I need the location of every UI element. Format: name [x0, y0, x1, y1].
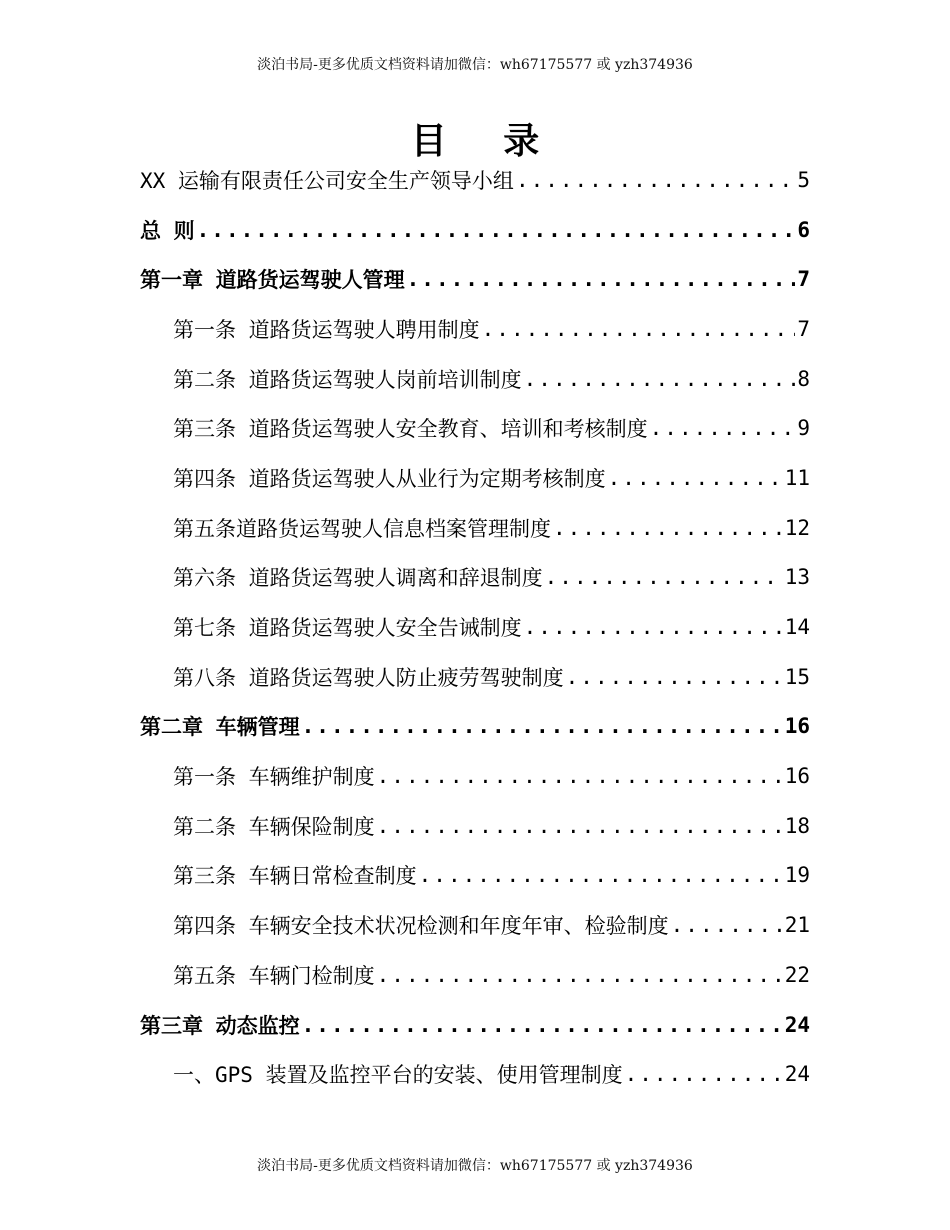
toc-entry-label: 第六条 道路货运驾驶人调离和辞退制度 [173, 566, 543, 591]
toc-page-number: 15 [784, 664, 810, 689]
toc-entry-label: 第七条 道路货运驾驶人安全告诫制度 [173, 616, 522, 641]
toc-page-number: 11 [784, 465, 810, 490]
toc-page-number: 18 [784, 813, 810, 838]
toc-entry[interactable] [140, 652, 810, 702]
toc-entry[interactable] [140, 801, 810, 851]
toc-entry[interactable] [140, 702, 810, 752]
toc-page-number: 24 [784, 1062, 810, 1087]
toc-entry[interactable] [140, 503, 810, 553]
toc-entry[interactable] [140, 950, 810, 1000]
toc-entry-label: 第一章 道路货运驾驶人管理 [140, 268, 405, 293]
toc-entry[interactable] [140, 453, 810, 503]
toc-entry[interactable] [140, 1000, 810, 1050]
toc-page-number: 8 [797, 366, 810, 391]
toc-dot-leader [302, 1013, 783, 1037]
toc-dot-leader [625, 1062, 783, 1086]
toc-entry-label: 第五条 车辆门检制度 [173, 963, 375, 988]
toc-entry[interactable] [140, 155, 810, 205]
toc-entry-label: 总 则 [140, 218, 195, 243]
toc-dot-leader [553, 516, 783, 540]
toc-page-number: 12 [784, 515, 810, 540]
toc-page-number: 7 [797, 316, 810, 341]
toc-dot-leader [302, 714, 783, 738]
toc-entry-label: 第二章 车辆管理 [140, 715, 300, 740]
toc-entry-label: 第五条道路货运驾驶人信息档案管理制度 [173, 516, 551, 541]
toc-entry[interactable] [140, 851, 810, 901]
toc-entry[interactable] [140, 354, 810, 404]
toc-page-number: 9 [797, 416, 810, 441]
toc-entry[interactable] [140, 254, 810, 304]
toc-entry-label: 第二条 车辆保险制度 [173, 814, 375, 839]
toc-dot-leader [524, 367, 796, 391]
toc-dot-leader [566, 665, 783, 689]
toc-entry-label: 第三章 动态监控 [140, 1013, 300, 1038]
toc-dot-leader [671, 913, 783, 937]
toc-dot-leader [608, 466, 783, 490]
toc-dot-leader [197, 218, 796, 242]
toc-entry[interactable] [140, 304, 810, 354]
toc-dot-leader [524, 615, 783, 639]
toc-entry-label: 第一条 车辆维护制度 [173, 765, 375, 790]
page-header: 淡泊书局-更多优质文档资料请加微信：wh67175577 或 yzh374936 [257, 57, 693, 73]
toc-page-number: 7 [797, 267, 810, 292]
toc-page-number: 22 [784, 962, 810, 987]
toc-page-number: 24 [784, 1012, 810, 1037]
toc-entry-label: 一、GPS 装置及监控平台的安装、使用管理制度 [173, 1063, 623, 1088]
toc-entry-label: 第四条 车辆安全技术状况检测和年度年审、检验制度 [173, 914, 669, 939]
toc-dot-leader [377, 814, 783, 838]
toc-dot-leader [482, 317, 796, 341]
toc-entry[interactable] [140, 1049, 810, 1099]
toc-page-number: 14 [784, 615, 810, 640]
toc-dot-leader [545, 565, 783, 589]
toc-page-number: 21 [784, 913, 810, 938]
toc-dot-leader [650, 416, 796, 440]
toc-dot-leader [419, 863, 783, 887]
toc-page-number: 16 [784, 714, 810, 739]
toc-page-number: 13 [784, 565, 810, 590]
toc-entry-label: 第一条 道路货运驾驶人聘用制度 [173, 317, 480, 342]
toc-entry[interactable] [140, 751, 810, 801]
toc-entry[interactable] [140, 205, 810, 255]
toc-entry-label: 第二条 道路货运驾驶人岗前培训制度 [173, 367, 522, 392]
toc-entry-label: 第三条 道路货运驾驶人安全教育、培训和考核制度 [173, 417, 648, 442]
page-footer: 淡泊书局-更多优质文档资料请加微信：wh67175577 或 yzh374936 [257, 1158, 693, 1174]
toc-page-number: 5 [797, 167, 810, 192]
toc-page-number: 6 [797, 217, 810, 242]
toc-dot-leader [516, 168, 795, 192]
toc-entry[interactable] [140, 602, 810, 652]
toc-entry[interactable] [140, 900, 810, 950]
toc-dot-leader [407, 267, 796, 291]
table-of-contents [140, 155, 810, 1099]
toc-page-number: 19 [784, 863, 810, 888]
toc-entry-label: 第八条 道路货运驾驶人防止疲劳驾驶制度 [173, 665, 564, 690]
toc-entry-label: XX 运输有限责任公司安全生产领导小组 [140, 168, 514, 193]
toc-page-number: 16 [784, 764, 810, 789]
toc-entry-label: 第四条 道路货运驾驶人从业行为定期考核制度 [173, 466, 606, 491]
toc-title: 目 录 [410, 121, 562, 162]
toc-dot-leader [377, 764, 783, 788]
toc-entry[interactable] [140, 553, 810, 603]
toc-entry-label: 第三条 车辆日常检查制度 [173, 864, 417, 889]
toc-dot-leader [377, 963, 783, 987]
toc-entry[interactable] [140, 403, 810, 453]
